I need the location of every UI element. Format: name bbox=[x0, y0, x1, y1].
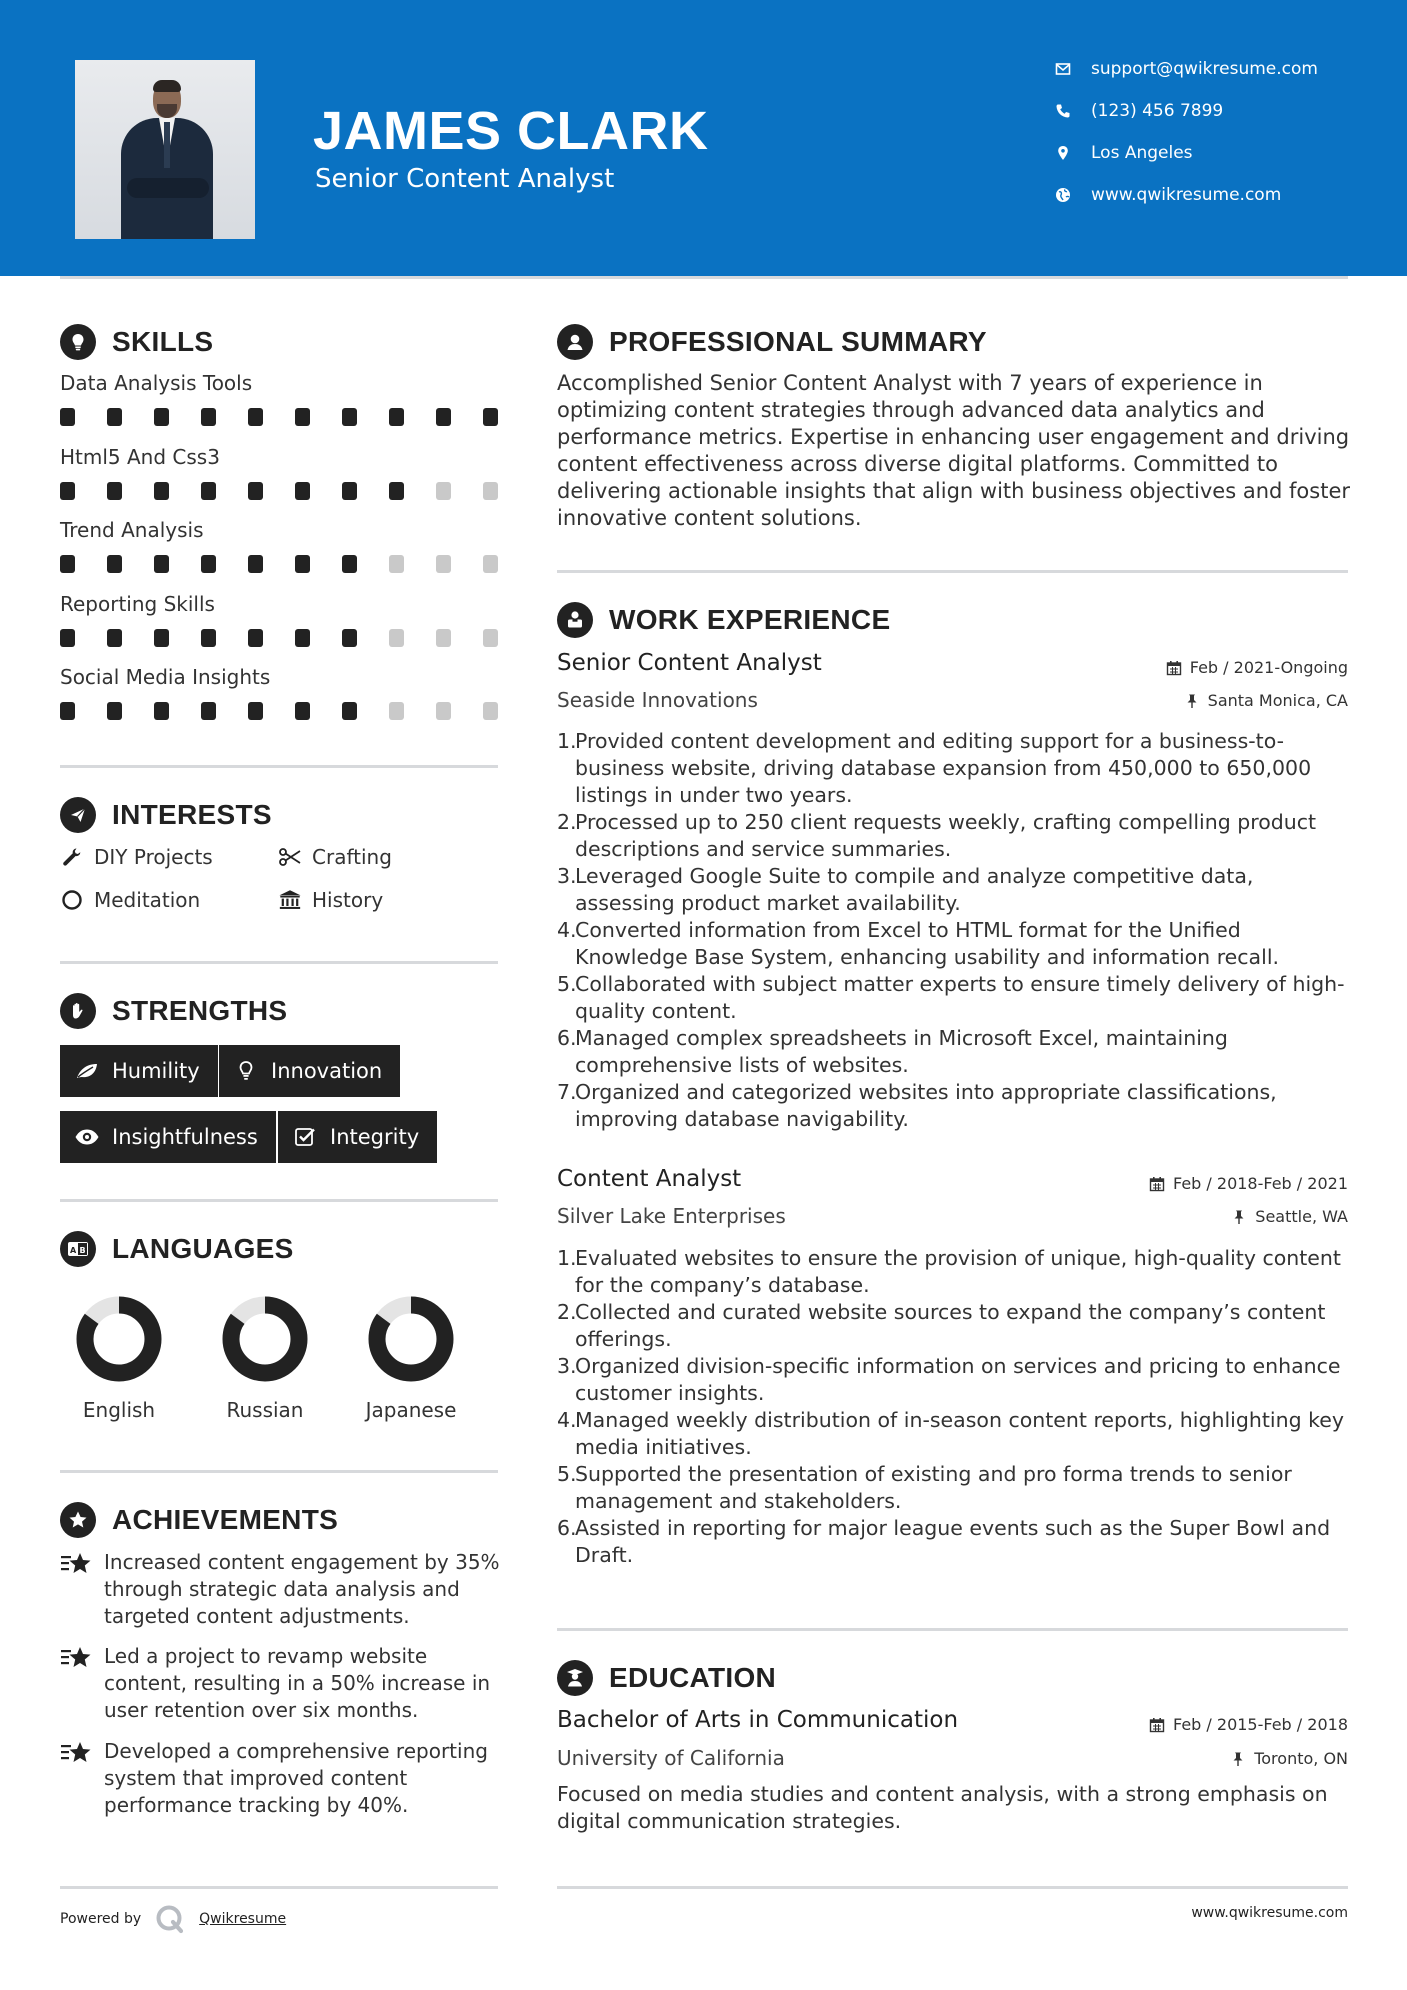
skill-dot-filled bbox=[342, 629, 357, 647]
pushpin-icon bbox=[1231, 1209, 1247, 1225]
skill-dot-filled bbox=[342, 555, 357, 573]
interest-item: DIY Projects bbox=[60, 845, 213, 869]
section-divider bbox=[60, 1470, 498, 1473]
strength-tag-integrity: Integrity bbox=[278, 1111, 437, 1163]
interest-item: Crafting bbox=[278, 845, 392, 869]
skill-dot-filled bbox=[201, 629, 216, 647]
user-icon bbox=[557, 324, 593, 360]
skill-dot-filled bbox=[107, 702, 122, 720]
skill-dot-empty bbox=[483, 702, 498, 720]
skill-dot-filled bbox=[342, 408, 357, 426]
responsibility-item: 6. Assisted in reporting for major league events such as the Super Bowl and Draft. bbox=[557, 1516, 1331, 1567]
contact-website[interactable]: www.qwikresume.com bbox=[1055, 185, 1281, 205]
svg-text:B: B bbox=[79, 1246, 86, 1255]
skill-dot-empty bbox=[389, 629, 404, 647]
interest-item: Meditation bbox=[60, 888, 200, 912]
skill-name: Data Analysis Tools bbox=[60, 371, 253, 395]
skill-level bbox=[60, 555, 498, 573]
calendar-icon bbox=[1166, 660, 1182, 676]
graduate-icon bbox=[557, 1660, 593, 1696]
section-divider bbox=[60, 961, 498, 964]
skill-name: Reporting Skills bbox=[60, 591, 215, 616]
translate-icon bbox=[60, 1231, 96, 1267]
leaf-icon bbox=[74, 1060, 100, 1082]
skill-dot-empty bbox=[436, 555, 451, 573]
wrench-icon bbox=[60, 845, 84, 869]
job-location: Santa Monica, CA bbox=[1184, 691, 1348, 710]
header-divider bbox=[60, 276, 1348, 279]
skill-dot-filled bbox=[483, 408, 498, 426]
school: University of California bbox=[557, 1746, 785, 1770]
globe-icon bbox=[1055, 187, 1071, 203]
strength-tag-humility: Humility bbox=[60, 1045, 218, 1097]
responsibility-item: 6. Managed complex spreadsheets in Microsoft Excel, maintaining comprehensive lists of websites. bbox=[557, 1026, 1228, 1077]
footer-url[interactable]: www.qwikresume.com bbox=[1191, 1905, 1348, 1921]
scissors-icon bbox=[278, 845, 302, 869]
skill-dot-filled bbox=[389, 408, 404, 426]
skill-dot-filled bbox=[107, 555, 122, 573]
skill-dot-filled bbox=[154, 408, 169, 426]
skills-heading: SKILLS bbox=[60, 324, 213, 360]
skill-dot-empty bbox=[389, 555, 404, 573]
resume-header bbox=[0, 0, 1407, 276]
contact-email[interactable]: support@qwikresume.com bbox=[1055, 59, 1318, 79]
summary-heading: PROFESSIONAL SUMMARY bbox=[557, 324, 987, 360]
interest-item: History bbox=[278, 888, 383, 912]
job-responsibilities bbox=[557, 728, 1354, 1133]
language-name: Japanese bbox=[365, 1398, 457, 1422]
degree: Bachelor of Arts in Communication bbox=[557, 1707, 959, 1733]
skill-dot-filled bbox=[295, 482, 310, 500]
responsibility-item: 3. Organized division-specific information on services and pricing to enhance customer insights. bbox=[557, 1354, 1341, 1405]
experience-heading: WORK EXPERIENCE bbox=[557, 602, 890, 638]
job-company: Seaside Innovations bbox=[557, 688, 758, 712]
paper-plane-icon bbox=[60, 797, 96, 833]
skill-dot-filled bbox=[154, 482, 169, 500]
responsibility-item: 2. Collected and curated website sources to expand the company’s content offerings. bbox=[557, 1300, 1326, 1351]
skill-dot-filled bbox=[295, 555, 310, 573]
skill-dot-filled bbox=[248, 482, 263, 500]
skill-dot-empty bbox=[436, 629, 451, 647]
skill-dot-filled bbox=[201, 555, 216, 573]
skill-dot-filled bbox=[154, 629, 169, 647]
job-dates: Feb / 2021-Ongoing bbox=[1166, 658, 1348, 677]
lightbulb-outline-icon bbox=[233, 1060, 259, 1082]
responsibility-item: 4. Converted information from Excel to HTML format for the Unified Knowledge Base System, enhancing usability and information recall. bbox=[557, 918, 1280, 969]
achievement-item: Developed a comprehensive reporting system that improved content performance tracking by 40%. bbox=[60, 1738, 500, 1819]
language-level-donut bbox=[368, 1296, 454, 1382]
responsibility-item: 4. Managed weekly distribution of in-season content reports, highlighting key media initiatives. bbox=[557, 1408, 1345, 1459]
skill-dot-filled bbox=[60, 629, 75, 647]
skill-dot-filled bbox=[201, 408, 216, 426]
map-pin-icon bbox=[1055, 145, 1071, 161]
skill-level bbox=[60, 482, 498, 500]
language-name: Russian bbox=[226, 1398, 304, 1422]
skill-dot-filled bbox=[107, 408, 122, 426]
footer-divider-right bbox=[557, 1886, 1348, 1889]
summary-text: Accomplished Senior Content Analyst with 7 years of experience in optimizing content strategies through advanced data analytics and performance metrics. Expertise in enhancing user engagement and driving content effectiveness across diverse digital platforms. Committed to delivering actionable insights that align with business objectives and foster innovative content solutions. bbox=[557, 371, 1350, 530]
bank-icon bbox=[278, 888, 302, 912]
skill-dot-filled bbox=[248, 408, 263, 426]
candidate-name: JAMES CLARK bbox=[313, 101, 709, 161]
skill-level bbox=[60, 702, 498, 720]
qwikresume-logo-icon bbox=[155, 1904, 185, 1934]
skill-dot-empty bbox=[436, 702, 451, 720]
skill-dot-filled bbox=[107, 482, 122, 500]
languages-heading: A B LANGUAGES bbox=[60, 1231, 294, 1267]
strength-tag-insightfulness: Insightfulness bbox=[60, 1111, 276, 1163]
responsibility-item: 5. Collaborated with subject matter experts to ensure timely delivery of high-quality content. bbox=[557, 972, 1345, 1023]
achievements-heading: ACHIEVEMENTS bbox=[60, 1502, 338, 1538]
contact-location: Los Angeles bbox=[1055, 143, 1193, 163]
pushpin-icon bbox=[1184, 693, 1200, 709]
skill-level bbox=[60, 629, 498, 647]
responsibility-item: 5. Supported the presentation of existing and pro forma trends to senior management and stakeholders. bbox=[557, 1462, 1292, 1513]
job-responsibilities bbox=[557, 1245, 1354, 1569]
star-lines-icon bbox=[60, 1551, 92, 1579]
responsibility-item: 2. Processed up to 250 client requests weekly, crafting compelling product descriptions and service summaries. bbox=[557, 810, 1317, 861]
achievement-item: Led a project to revamp website content, resulting in a 50% increase in user retention over six months. bbox=[60, 1643, 500, 1724]
eye-icon bbox=[74, 1126, 100, 1148]
language-level-donut bbox=[76, 1296, 162, 1382]
job-dates: Feb / 2018-Feb / 2021 bbox=[1149, 1174, 1348, 1193]
responsibility-item: 1. Provided content development and editing support for a business-to-business website, driving database expansion from 450,000 to 650,000 listings in under two years. bbox=[557, 729, 1312, 807]
strengths-heading: STRENGTHS bbox=[60, 993, 287, 1029]
education-location: Toronto, ON bbox=[1230, 1749, 1348, 1768]
calendar-icon bbox=[1149, 1717, 1165, 1733]
calendar-icon bbox=[1149, 1176, 1165, 1192]
envelope-icon bbox=[1055, 61, 1071, 77]
skill-dot-filled bbox=[436, 408, 451, 426]
svg-text:A: A bbox=[70, 1246, 77, 1255]
skill-dot-filled bbox=[248, 629, 263, 647]
briefcase-user-icon bbox=[557, 602, 593, 638]
hand-icon bbox=[60, 993, 96, 1029]
skill-dot-filled bbox=[342, 482, 357, 500]
star-badge-icon bbox=[60, 1502, 96, 1538]
skill-name: Social Media Insights bbox=[60, 665, 271, 689]
pushpin-icon bbox=[1230, 1751, 1246, 1767]
job-company: Silver Lake Enterprises bbox=[557, 1204, 786, 1228]
section-divider bbox=[557, 570, 1348, 573]
language-name: English bbox=[82, 1398, 156, 1422]
skill-name: Trend Analysis bbox=[60, 518, 204, 542]
powered-by: Powered by Qwikresume bbox=[60, 1904, 286, 1934]
checkbox-icon bbox=[292, 1126, 318, 1148]
job-title: Content Analyst bbox=[557, 1166, 742, 1192]
qwikresume-link[interactable]: Qwikresume bbox=[199, 1911, 287, 1927]
job-title: Senior Content Analyst bbox=[557, 650, 822, 676]
lightbulb-icon bbox=[60, 324, 96, 360]
interests-heading: INTERESTS bbox=[60, 797, 272, 833]
skill-dot-empty bbox=[483, 629, 498, 647]
skill-dot-filled bbox=[248, 702, 263, 720]
skill-dot-empty bbox=[483, 482, 498, 500]
responsibility-item: 7. Organized and categorized websites into appropriate classifications, improving database navigability. bbox=[557, 1080, 1277, 1131]
skill-name: Html5 And Css3 bbox=[60, 444, 220, 469]
skill-dot-filled bbox=[60, 408, 75, 426]
skill-dot-filled bbox=[201, 702, 216, 720]
skill-dot-filled bbox=[107, 629, 122, 647]
star-lines-icon bbox=[60, 1740, 92, 1768]
skill-dot-filled bbox=[60, 482, 75, 500]
skill-dot-filled bbox=[295, 408, 310, 426]
section-divider bbox=[60, 765, 498, 768]
skill-dot-filled bbox=[60, 555, 75, 573]
skill-dot-filled bbox=[154, 555, 169, 573]
strength-tag-innovation: Innovation bbox=[219, 1045, 400, 1097]
education-dates: Feb / 2015-Feb / 2018 bbox=[1149, 1715, 1348, 1734]
star-lines-icon bbox=[60, 1645, 92, 1673]
skill-dot-filled bbox=[389, 482, 404, 500]
achievement-item: Increased content engagement by 35% through strategic data analysis and targeted content adjustments. bbox=[60, 1549, 500, 1630]
phone-icon bbox=[1055, 103, 1071, 119]
candidate-title: Senior Content Analyst bbox=[315, 164, 615, 194]
responsibility-item: 3. Leveraged Google Suite to compile and analyze competitive data, assessing product market availability. bbox=[557, 864, 1254, 915]
skill-dot-filled bbox=[295, 629, 310, 647]
skill-dot-filled bbox=[201, 482, 216, 500]
education-description: Focused on media studies and content analysis, with a strong emphasis on digital communication strategies. bbox=[557, 1782, 1328, 1833]
skill-dot-empty bbox=[483, 555, 498, 573]
skill-dot-filled bbox=[342, 702, 357, 720]
skill-dot-filled bbox=[295, 702, 310, 720]
contact-phone[interactable]: (123) 456 7899 bbox=[1055, 101, 1223, 121]
job-location: Seattle, WA bbox=[1231, 1207, 1348, 1226]
skill-dot-filled bbox=[60, 702, 75, 720]
circle-icon bbox=[60, 888, 84, 912]
profile-photo bbox=[75, 60, 255, 239]
responsibility-item: 1. Evaluated websites to ensure the provision of unique, high-quality content for the company’s database. bbox=[557, 1246, 1341, 1297]
education-heading: EDUCATION bbox=[557, 1660, 776, 1696]
language-level-donut bbox=[222, 1296, 308, 1382]
skill-dot-empty bbox=[389, 702, 404, 720]
skill-level bbox=[60, 408, 498, 426]
section-divider bbox=[60, 1199, 498, 1202]
section-divider bbox=[557, 1628, 1348, 1631]
skill-dot-filled bbox=[248, 555, 263, 573]
footer-divider-left bbox=[60, 1886, 498, 1889]
skill-dot-filled bbox=[154, 702, 169, 720]
skill-dot-empty bbox=[436, 482, 451, 500]
